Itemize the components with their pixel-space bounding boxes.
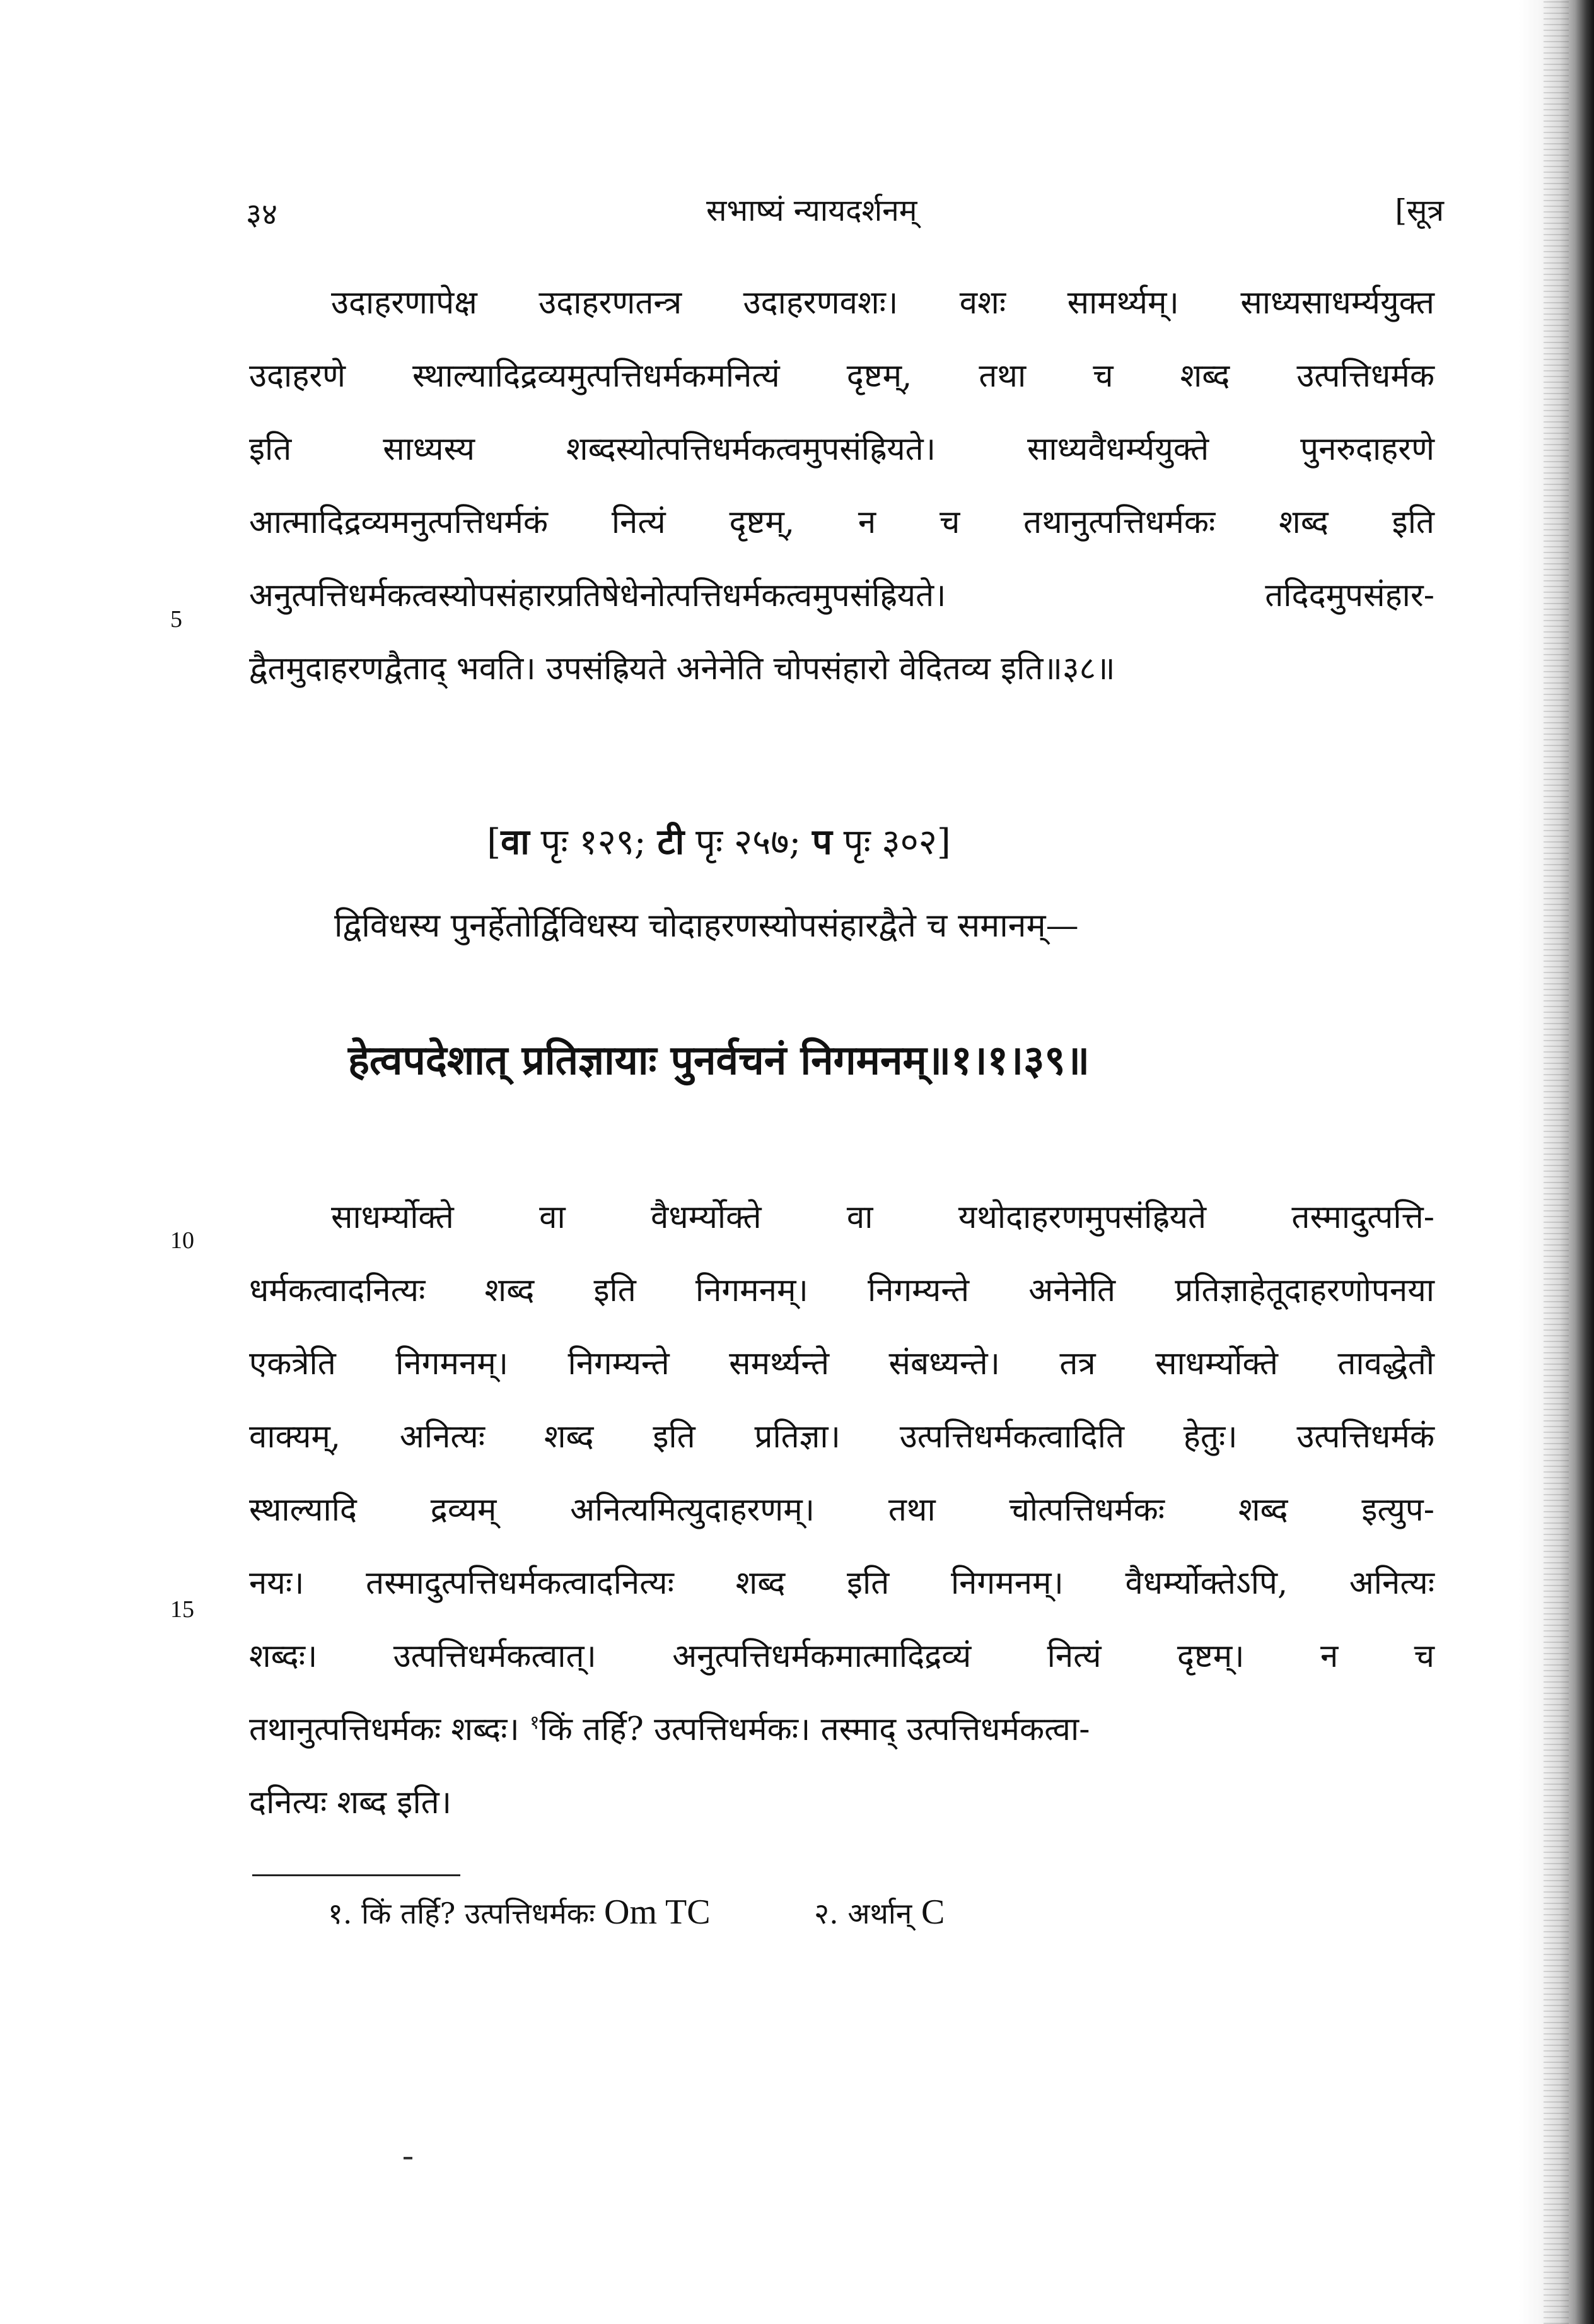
- section-marker: [सूत्र: [1395, 193, 1444, 228]
- page-edge-texture: [1544, 0, 1569, 2324]
- text-line: द्वैतमुदाहरणद्वैताद् भवति। उपसंह्रियते अनेनेति चोपसंहारो वेदितव्य इति॥३८॥: [249, 650, 1115, 687]
- text-line: शब्दः। उत्पत्तिधर्मकत्वात्। अनुत्पत्तिधर्मकमात्मादिद्रव्यं नित्यं दृष्टम्। न च: [249, 1638, 1434, 1675]
- footnote-rule: [252, 1874, 460, 1876]
- text-line: उदाहरणे स्थाल्यादिद्रव्यमुत्पत्तिधर्मकमनित्यं दृष्टम्, तथा च शब्द उत्पत्तिधर्मक: [249, 358, 1434, 395]
- sutra-heading: हेत्वपदेशात् प्रतिज्ञायाः पुनर्वचनं निगमनम्॥१।१।३९॥: [347, 1037, 1090, 1084]
- footnotes: [328, 1892, 945, 1932]
- ref-ti-page: पृः २५७;: [695, 822, 801, 863]
- footnote-1-sigla: Om TC: [604, 1893, 711, 1932]
- text-line: अनुत्पत्तिधर्मकत्वस्योपसंहारप्रतिषेधेनोत्पत्तिधर्मकत्वमुपसंह्रियते। तदिदमुपसंहार-: [249, 577, 1434, 614]
- ref-va-label: वा: [501, 821, 530, 863]
- running-title: सभाष्यं न्यायदर्शनम्: [706, 193, 917, 228]
- footnote-marker: १: [529, 1712, 540, 1734]
- footnote-2-text: २. अर्थान्: [814, 1896, 912, 1930]
- ref-va-page: पृः १२९;: [540, 822, 646, 863]
- text-line: आत्मादिद्रव्यमनुत्पत्तिधर्मकं नित्यं दृष्टम्, न च तथानुत्पत्तिधर्मकः शब्द इति: [249, 504, 1434, 541]
- text-line: उदाहरणापेक्ष उदाहरणतन्त्र उदाहरणवशः। वशः सामर्थ्यम्। साध्यसाधर्म्ययुक्त: [331, 284, 1434, 322]
- footnote-1-text: १. किं तर्हि? उत्पत्तिधर्मकः: [328, 1896, 595, 1930]
- page-header: [246, 189, 1444, 240]
- sutra-intro: द्विविधस्य पुनर्हेतोर्द्विविधस्य चोदाहरणस्योपसंहारद्वैते च समानम्—: [334, 907, 1079, 945]
- text-line: स्थाल्यादि द्रव्यम् अनित्यमित्युदाहरणम्। तथा चोत्पत्तिधर्मकः शब्द इत्युप-: [249, 1492, 1434, 1529]
- line-number: 5: [170, 606, 182, 633]
- text-line: नयः। तस्मादुत्पत्तिधर्मकत्वादनित्यः शब्द इति निगमनम्। वैधर्म्योक्तेऽपि, अनित्यः: [249, 1565, 1434, 1602]
- text-line: दनित्यः शब्द इति।: [249, 1784, 452, 1821]
- line-number: 15: [170, 1596, 194, 1623]
- text-segment: तथानुत्पत्तिधर्मकः शब्दः।: [249, 1711, 520, 1748]
- stray-mark: [404, 2157, 412, 2159]
- page-number: ३४: [246, 197, 277, 232]
- line-number: 10: [170, 1227, 194, 1254]
- text-line: इति साध्यस्य शब्दस्योत्पत्तिधर्मकत्वमुपसंह्रियते। साध्यवैधर्म्ययुक्ते पुनरुदाहरणे: [249, 431, 1434, 468]
- ref-pa-page: पृः ३०२]: [843, 822, 951, 863]
- text-line: वाक्यम्, अनित्यः शब्द इति प्रतिज्ञा। उत्पत्तिधर्मकत्वादिति हेतुः। उत्पत्तिधर्मकं: [249, 1418, 1434, 1456]
- text-segment: किं तर्हि? उत्पत्तिधर्मकः। तस्माद् उत्पत्तिधर्मकत्वा-: [539, 1711, 1090, 1748]
- footnote-2-sigla: C: [921, 1893, 945, 1932]
- ref-pa-label: प: [812, 821, 832, 863]
- ref-open-bracket: [: [487, 822, 501, 863]
- text-line: एकत्रेति निगमनम्। निगम्यन्ते समर्थ्यन्ते संबध्यन्ते। तत्र साधर्म्योक्ते तावद्धेतौ: [249, 1345, 1434, 1382]
- ref-ti-label: टी: [657, 821, 685, 863]
- text-line: [249, 1711, 1434, 1748]
- text-line: साधर्म्योक्ते वा वैधर्म्योक्ते वा यथोदाहरणमुपसंह्रियते तस्मादुत्पत्ति-: [331, 1199, 1434, 1236]
- text-line: धर्मकत्वादनित्यः शब्द इति निगमनम्। निगम्यन्ते अनेनेति प्रतिज्ञाहेतूदाहरणोपनया: [249, 1272, 1434, 1309]
- reference-line: [0, 817, 1438, 865]
